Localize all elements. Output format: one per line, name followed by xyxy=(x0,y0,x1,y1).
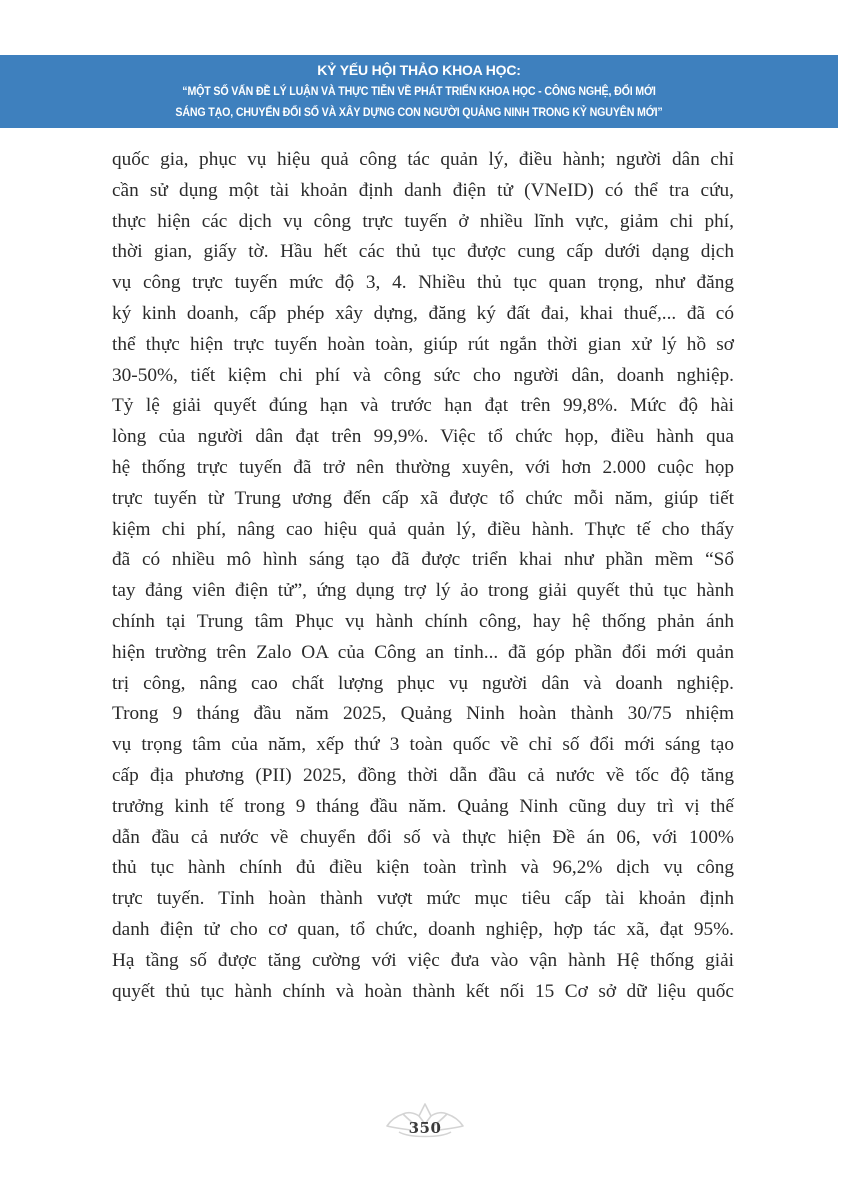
text-line: trực tuyến. Tỉnh hoàn thành vượt mức mục tiêu cấp tài khoản định xyxy=(112,888,734,910)
body-paragraph xyxy=(112,145,734,1007)
header-title: KỶ YẾU HỘI THẢO KHOA HỌC: xyxy=(317,62,521,78)
text-line: trị công, nâng cao chất lượng phục vụ người dân và doanh nghiệp. xyxy=(112,672,734,694)
text-line: thời gian, giấy tờ. Hầu hết các thủ tục được cung cấp dưới dạng dịch xyxy=(112,241,734,263)
text-line: quốc gia, phục vụ hiệu quả công tác quản lý, điều hành; người dân chỉ xyxy=(112,149,734,170)
text-line: 30-50%, tiết kiệm chi phí và công sức cho người dân, doanh nghiệp. xyxy=(112,364,734,386)
text-line: vụ công trực tuyến mức độ 3, 4. Nhiều thủ tục quan trọng, như đăng xyxy=(112,272,734,294)
header-subtitle-line-1: “MỘT SỐ VẤN ĐỀ LÝ LUẬN VÀ THỰC TIỄN VỀ PHÁT TRIỂN KHOA HỌC - CÔNG NGHỆ, ĐỔI MỚI xyxy=(182,84,656,98)
text-line: tay đảng viên điện tử”, ứng dụng trợ lý ảo trong giải quyết thủ tục hành xyxy=(112,580,734,602)
text-line: hệ thống trực tuyến đã trở nên thường xuyên, với hơn 2.000 cuộc họp xyxy=(112,456,734,478)
text-line: cần sử dụng một tài khoản định danh điện tử (VNeID) có thể tra cứu, xyxy=(112,179,735,201)
text-line: vụ trọng tâm của năm, xếp thứ 3 toàn quốc về chỉ số đổi mới sáng tạo xyxy=(112,734,734,756)
text-line: đã có nhiều mô hình sáng tạo đã được triển khai như phần mềm “Sổ xyxy=(112,549,734,571)
text-line: thực hiện các dịch vụ công trực tuyến ở nhiều lĩnh vực, giảm chi phí, xyxy=(112,210,734,232)
page-footer xyxy=(385,1102,465,1142)
text-line: danh điện tử cho cơ quan, tổ chức, doanh nghiệp, hợp tác xã, đạt 95%. xyxy=(112,918,734,940)
text-line: chính tại Trung tâm Phục vụ hành chính công, hay hệ thống phản ánh xyxy=(112,610,735,632)
text-line: dẫn đầu cả nước về chuyển đổi số và thực hiện Đề án 06, với 100% xyxy=(112,826,734,848)
text-line: thể thực hiện trực tuyến hoàn toàn, giúp rút ngắn thời gian xử lý hồ sơ xyxy=(112,333,734,355)
page-number: 350 xyxy=(408,1119,442,1137)
text-line: lòng của người dân đạt trên 99,9%. Việc tổ chức họp, điều hành qua xyxy=(112,426,734,448)
text-line: kiệm chi phí, nâng cao hiệu quả quản lý, điều hành. Thực tế cho thấy xyxy=(112,518,734,540)
text-line: cấp địa phương (PII) 2025, đồng thời dẫn đầu cả nước về tốc độ tăng xyxy=(112,764,734,786)
text-line: Tỷ lệ giải quyết đúng hạn và trước hạn đạt trên 99,8%. Mức độ hài xyxy=(112,395,734,417)
text-line: hiện trường trên Zalo OA của Công an tỉnh... đã góp phần đổi mới quản xyxy=(112,641,734,663)
text-line: ký kinh doanh, cấp phép xây dựng, đăng ký đất đai, khai thuế,... đã có xyxy=(112,302,734,324)
text-line: quyết thủ tục hành chính và hoàn thành kết nối 15 Cơ sở dữ liệu quốc xyxy=(112,980,734,1002)
text-line: thủ tục hành chính đủ điều kiện toàn trình và 96,2% dịch vụ công xyxy=(112,857,734,879)
header-banner xyxy=(0,55,838,128)
text-line: trực tuyến từ Trung ương đến cấp xã được tổ chức mỗi năm, giúp tiết xyxy=(112,487,734,509)
text-line: Trong 9 tháng đầu năm 2025, Quảng Ninh hoàn thành 30/75 nhiệm xyxy=(112,703,734,725)
header-subtitle-line-2: SÁNG TẠO, CHUYỂN ĐỔI SỐ VÀ XÂY DỰNG CON NGƯỜI QUẢNG NINH TRONG KỶ NGUYÊN MỚI” xyxy=(175,105,663,119)
text-line: Hạ tầng số được tăng cường với việc đưa vào vận hành Hệ thống giải xyxy=(112,949,734,971)
text-line: trưởng kinh tế trong 9 tháng đầu năm. Quảng Ninh cũng duy trì vị thế xyxy=(112,795,734,817)
